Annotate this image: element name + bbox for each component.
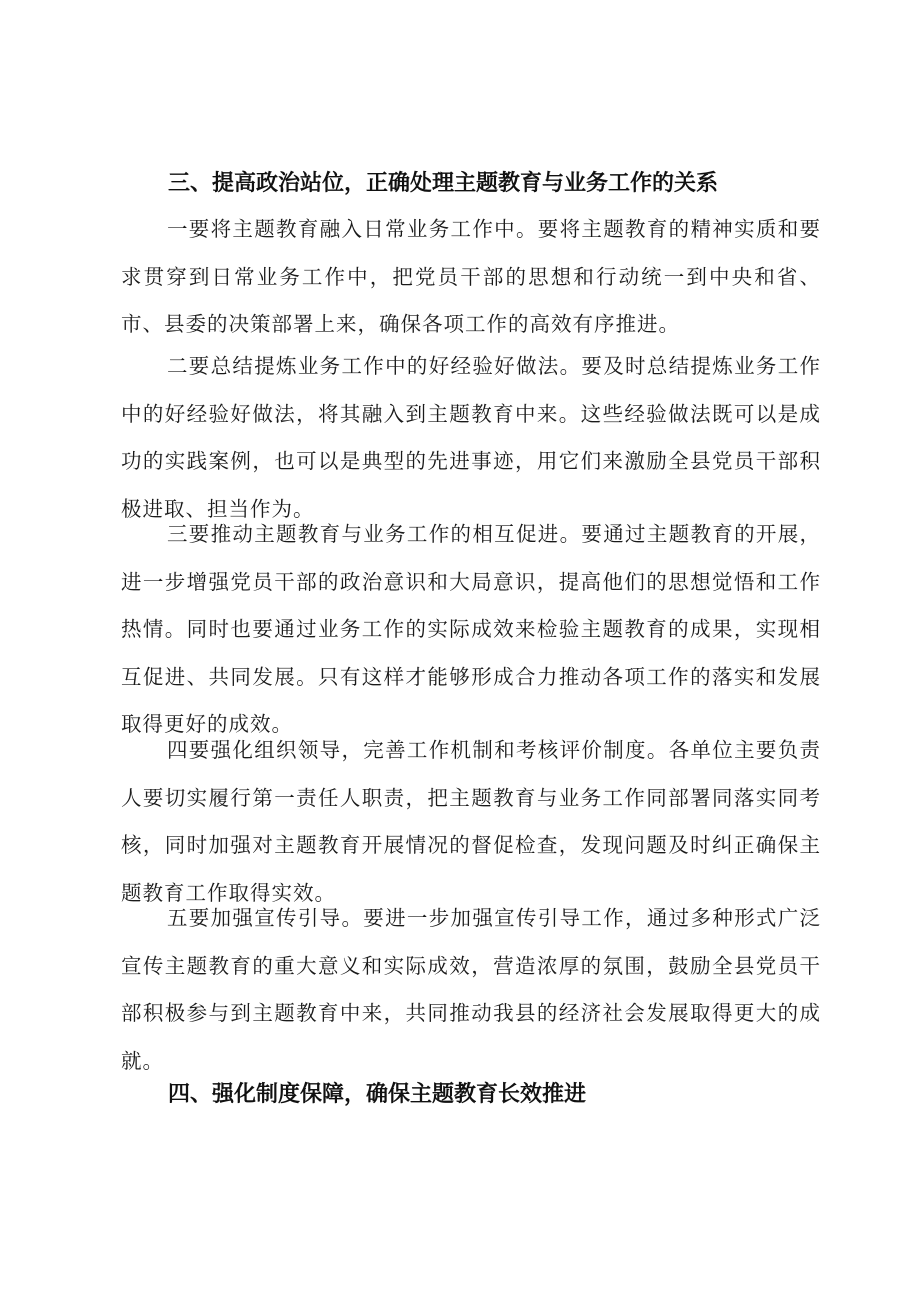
paragraph-2: 二要总结提炼业务工作中的好经验好做法。要及时总结提炼业务工作中的好经验好做法，将其融入到主题教育中来。这些经验做法既可以是成功的实践案例，也可以是典型的先进事迹，用它们来激励全县党员干部积极进取、担当作为。 — [121, 354, 821, 521]
paragraph-3: 三要推动主题教育与业务工作的相互促进。要通过主题教育的开展，进一步增强党员干部的政治意识和大局意识，提高他们的思想觉悟和工作热情。同时也要通过业务工作的实际成效来检验主题教育的成果，实现相互促进、共同发展。只有这样才能够形成合力推动各项工作的落实和发展取得更好的成效。 — [121, 522, 821, 736]
paragraph-1: 一要将主题教育融入日常业务工作中。要将主题教育的精神实质和要求贯穿到日常业务工作中，把党员干部的思想和行动统一到中央和省、市、县委的决策部署上来，确保各项工作的高效有序推进。 — [121, 217, 821, 336]
section-heading-3: 三、提高政治站位，正确处理主题教育与业务工作的关系 — [168, 171, 719, 196]
paragraph-4: 四要强化组织领导，完善工作机制和考核评价制度。各单位主要负责人要切实履行第一责任人职责，把主题教育与业务工作同部署同落实同考核，同时加强对主题教育开展情况的督促检查，发现问题及时纠正确保主题教育工作取得实效。 — [121, 738, 821, 905]
section-heading-4: 四、强化制度保障，确保主题教育长效推进 — [168, 1082, 587, 1107]
paragraph-5: 五要加强宣传引导。要进一步加强宣传引导工作，通过多种形式广泛宣传主题教育的重大意义和实际成效，营造浓厚的氛围，鼓励全县党员干部积极参与到主题教育中来，共同推动我县的经济社会发展取得更大的成就。 — [121, 906, 821, 1073]
